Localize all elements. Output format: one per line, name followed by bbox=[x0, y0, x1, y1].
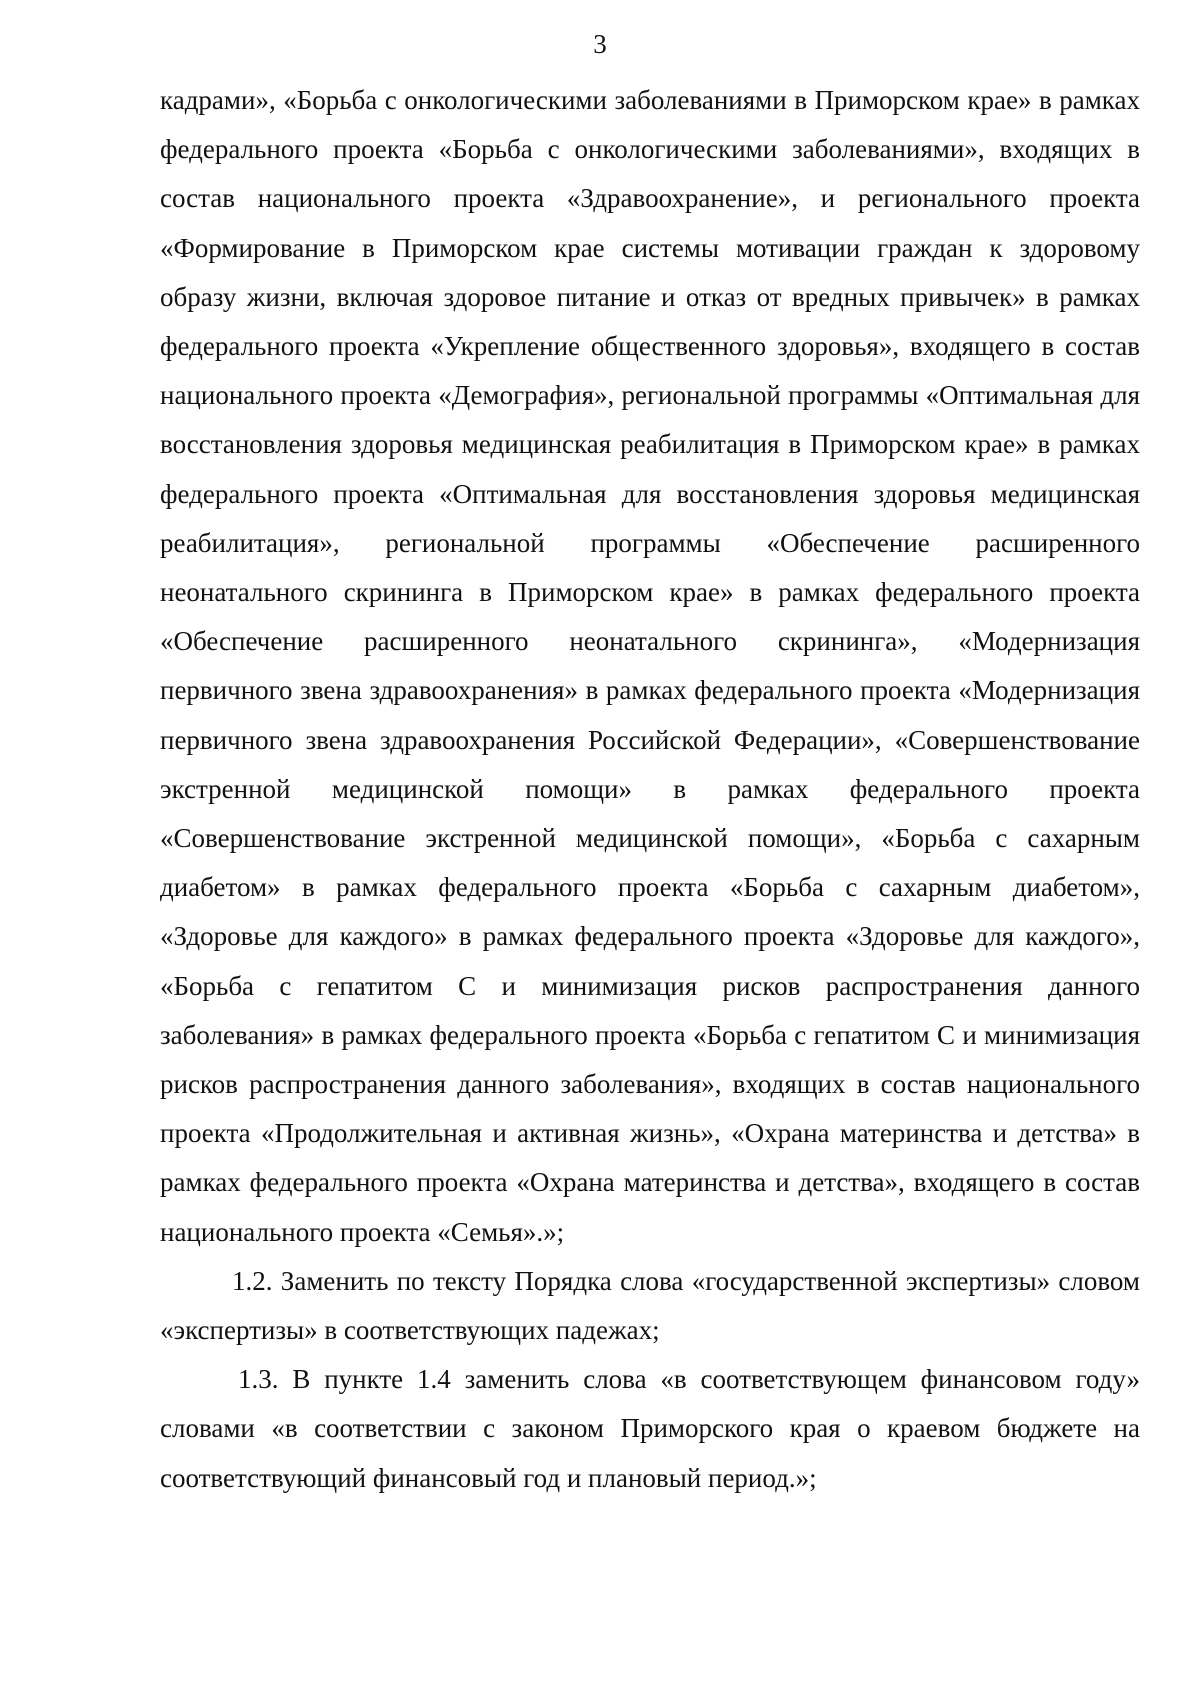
document-body bbox=[160, 76, 1140, 1503]
page-number: 3 bbox=[593, 29, 607, 59]
paragraph-item-1-2: 1.2. Заменить по тексту Порядка слова «государственной экспертизы» словом «экспертизы» в соответствующих падежах; bbox=[160, 1265, 1140, 1346]
paragraph-item-1-3: 1.3. В пункте 1.4 заменить слова «в соответствующем финансовом году» словами «в соответствии с законом Приморского края о краевом бюджете на соответствующий финансовый год и плановый период.»; bbox=[160, 1364, 1140, 1493]
paragraph-continuation: кадрами», «Борьба с онкологическими заболеваниями в Приморском крае» в рамках федерального проекта «Борьба с онкологическими заболеваниями», входящих в состав национального проекта «Здравоохранение», и регионального проекта «Формирование в Приморском крае системы мотивации граждан к здоровому образу жизни, включая здоровое питание и отказ от вредных привычек» в рамках федерального проекта «Укрепление общественного здоровья», входящего в состав национального проекта «Демография», региональной программы «Оптимальная для восстановления здоровья медицинская реабилитация в Приморском крае» в рамках федерального проекта «Оптимальная для восстановления здоровья медицинская реабилитация», региональной программы «Обеспечение расширенного неонатального скрининга в Приморском крае» в рамках федерального проекта «Обеспечение расширенного неонатального скрининга», «Модернизация первичного звена здравоохранения» в рамках федерального проекта «Модернизация первичного звена здравоохранения Российской Федерации», «Совершенствование экстренной медицинской помощи» в рамках федерального проекта «Совершенствование экстренной медицинской помощи», «Борьба с сахарным диабетом» в рамках федерального проекта «Борьба с сахарным диабетом», «Здоровье для каждого» в рамках федерального проекта «Здоровье для каждого», «Борьба с гепатитом С и минимизация рисков распространения данного заболевания» в рамках федерального проекта «Борьба с гепатитом С и минимизация рисков распространения данного заболевания», входящих в состав национального проекта «Продолжительная и активная жизнь», «Охрана материнства и детства» в рамках федерального проекта «Охрана материнства и детства», входящего в состав национального проекта «Семья».»; bbox=[160, 85, 1140, 1247]
